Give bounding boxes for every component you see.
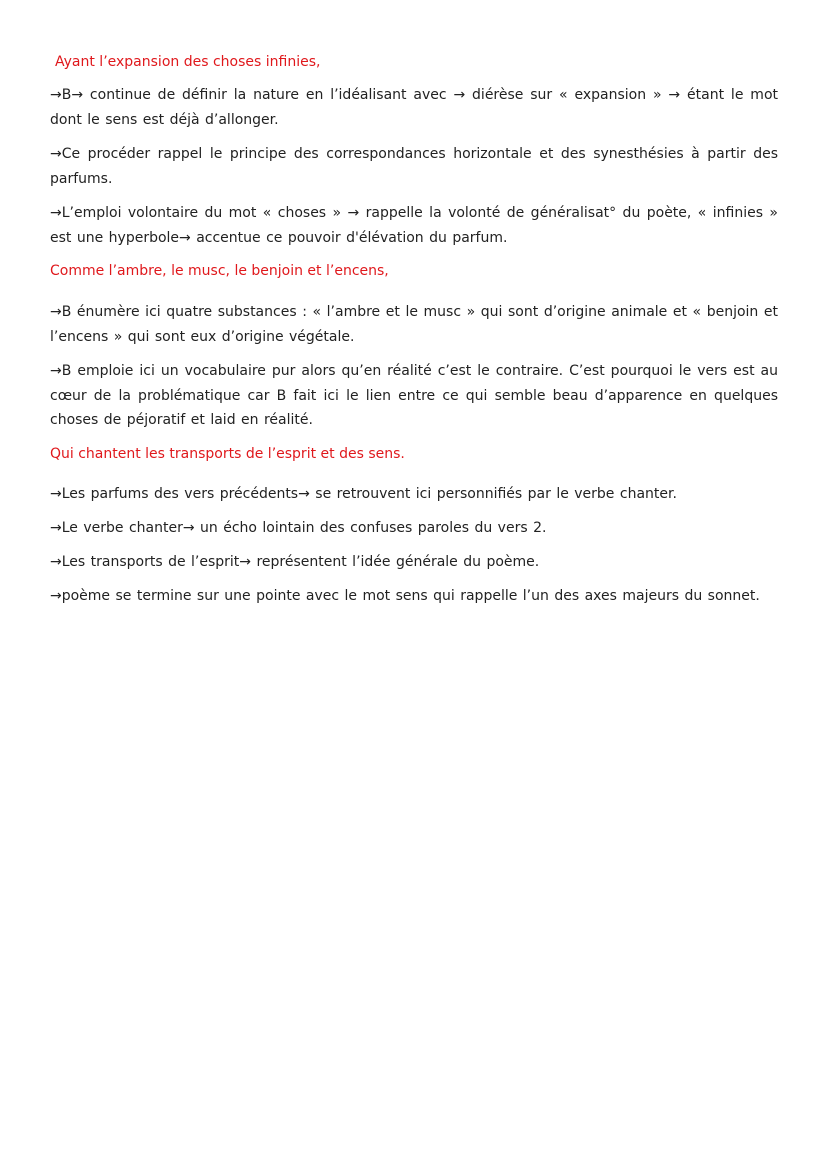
- paragraph: →Les transports de l’esprit→ représentent l’idée générale du poème.: [50, 553, 540, 570]
- paragraph: →poème se termine sur une pointe avec le mot sens qui rappelle l’un des axes majeurs du sonnet.: [50, 587, 760, 604]
- paragraph: →L’emploi volontaire du mot « choses » → rappelle la volonté de généralisat° du poète, « infinies » est une hyperbole→ accentue ce pouvoir d'élévation du parfum.: [50, 205, 778, 246]
- paragraph: →Le verbe chanter→ un écho lointain des confuses paroles du vers 2.: [50, 519, 547, 536]
- paragraph: →Ce procéder rappel le principe des correspondances horizontale et des synesthésies à partir des parfums.: [50, 146, 778, 187]
- paragraph: →B énumère ici quatre substances : « l’ambre et le musc » qui sont d’origine animale et « benjoin et l’encens » qui sont eux d’origine végétale.: [50, 304, 778, 345]
- section-heading: Ayant l’expansion des choses infinies,: [55, 54, 321, 70]
- document-page: [50, 50, 778, 607]
- paragraph: →B emploie ici un vocabulaire pur alors qu’en réalité c’est le contraire. C’est pourquoi le vers est au cœur de la problématique car B fait ici le lien entre ce qui semble beau d’apparence en quelques choses de péjoratif et laid en réalité.: [50, 363, 778, 428]
- paragraph: →B→ continue de définir la nature en l’idéalisant avec → diérèse sur « expansion » → étant le mot dont le sens est déjà d’allonger.: [50, 87, 778, 128]
- section-heading: Comme l’ambre, le musc, le benjoin et l’encens,: [50, 263, 389, 279]
- section-heading: Qui chantent les transports de l’esprit et des sens.: [50, 445, 405, 462]
- paragraph: →Les parfums des vers précédents→ se retrouvent ici personnifiés par le verbe chanter.: [50, 485, 677, 502]
